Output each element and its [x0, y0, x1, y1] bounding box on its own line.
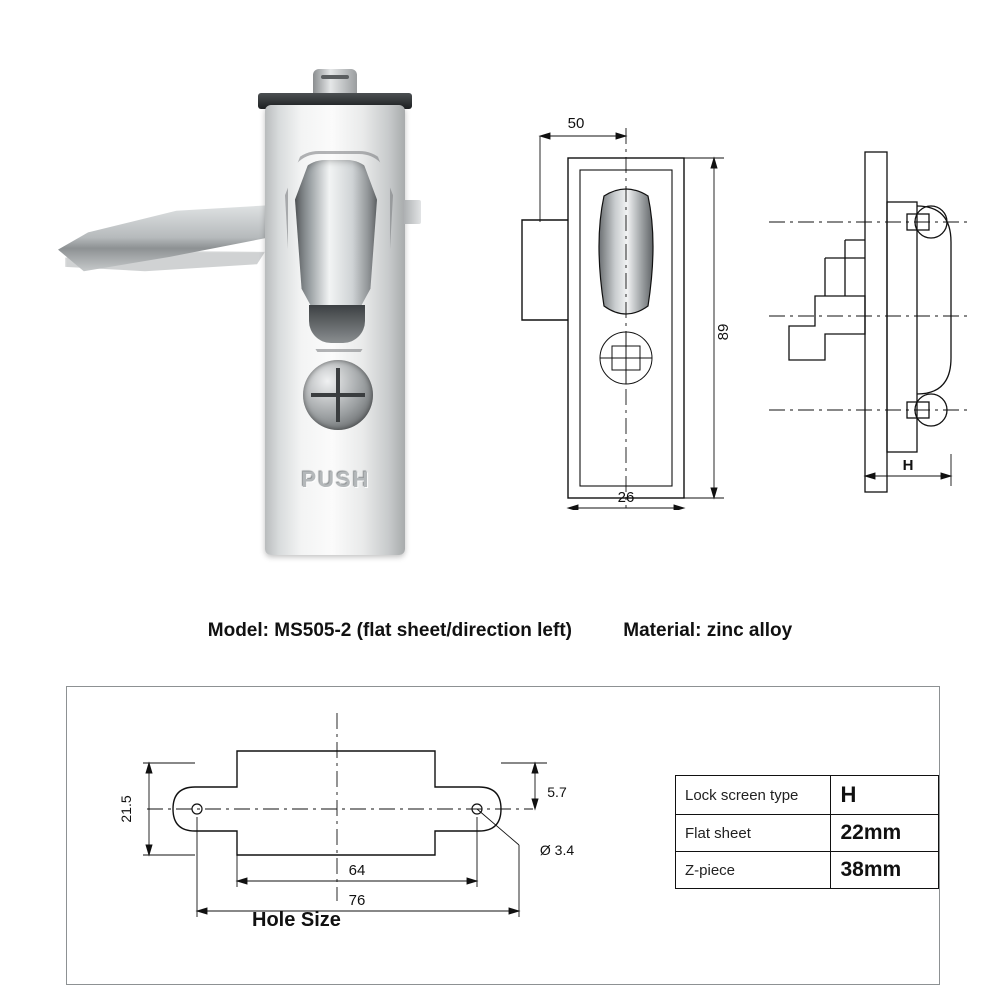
dim-21-5-label: 21.5 [118, 795, 134, 823]
front-view-drawing [500, 110, 750, 510]
table-header-h: H [831, 776, 939, 815]
front-dim-bottom-label: 26 [617, 489, 635, 506]
side-round-body [917, 206, 951, 394]
table-header-type: Lock screen type [676, 776, 831, 815]
row-flat-sheet-label: Flat sheet [676, 815, 831, 852]
dim-76-label: 76 [348, 892, 366, 909]
push-embossed-label: PUSH [301, 467, 371, 492]
table-row [676, 852, 939, 889]
side-dim-h-label: H [902, 457, 914, 474]
dim-diameter-label: Ø 3.4 [539, 842, 575, 858]
row-flat-sheet-value: 22mm [831, 815, 939, 852]
model-caption: Model: MS505-2 (flat sheet/direction left) [207, 620, 572, 641]
side-cam-hook [789, 296, 865, 360]
spec-table [675, 775, 939, 889]
dim-5-7 [501, 763, 547, 809]
side-block [887, 202, 917, 452]
material-caption: Material: zinc alloy [623, 620, 793, 641]
hole-size-panel [66, 686, 940, 985]
row-z-piece-label: Z-piece [676, 852, 831, 889]
row-z-piece-value: 38mm [831, 852, 939, 889]
hole-pattern-drawing [87, 705, 687, 945]
side-lug [403, 200, 421, 224]
caption-row [0, 620, 1000, 642]
side-plate [865, 152, 887, 492]
table-header-row [676, 776, 939, 815]
front-handle-stub [522, 220, 568, 320]
hole-size-title: Hole Size [252, 909, 341, 931]
hole-centerlines [147, 713, 533, 901]
table-row [676, 815, 939, 852]
side-view-drawing [755, 110, 990, 510]
front-dim-right-label: 89 [715, 323, 732, 341]
dim-64-label: 64 [348, 862, 366, 879]
side-centerlines [769, 222, 969, 410]
dim-diameter-leader [477, 809, 519, 845]
product-photo [55, 55, 475, 575]
keyhole-icon [303, 360, 373, 430]
trigger-notch [309, 305, 365, 343]
front-dim-top-label: 50 [567, 115, 585, 132]
dim-5-7-label: 5.7 [547, 784, 567, 800]
